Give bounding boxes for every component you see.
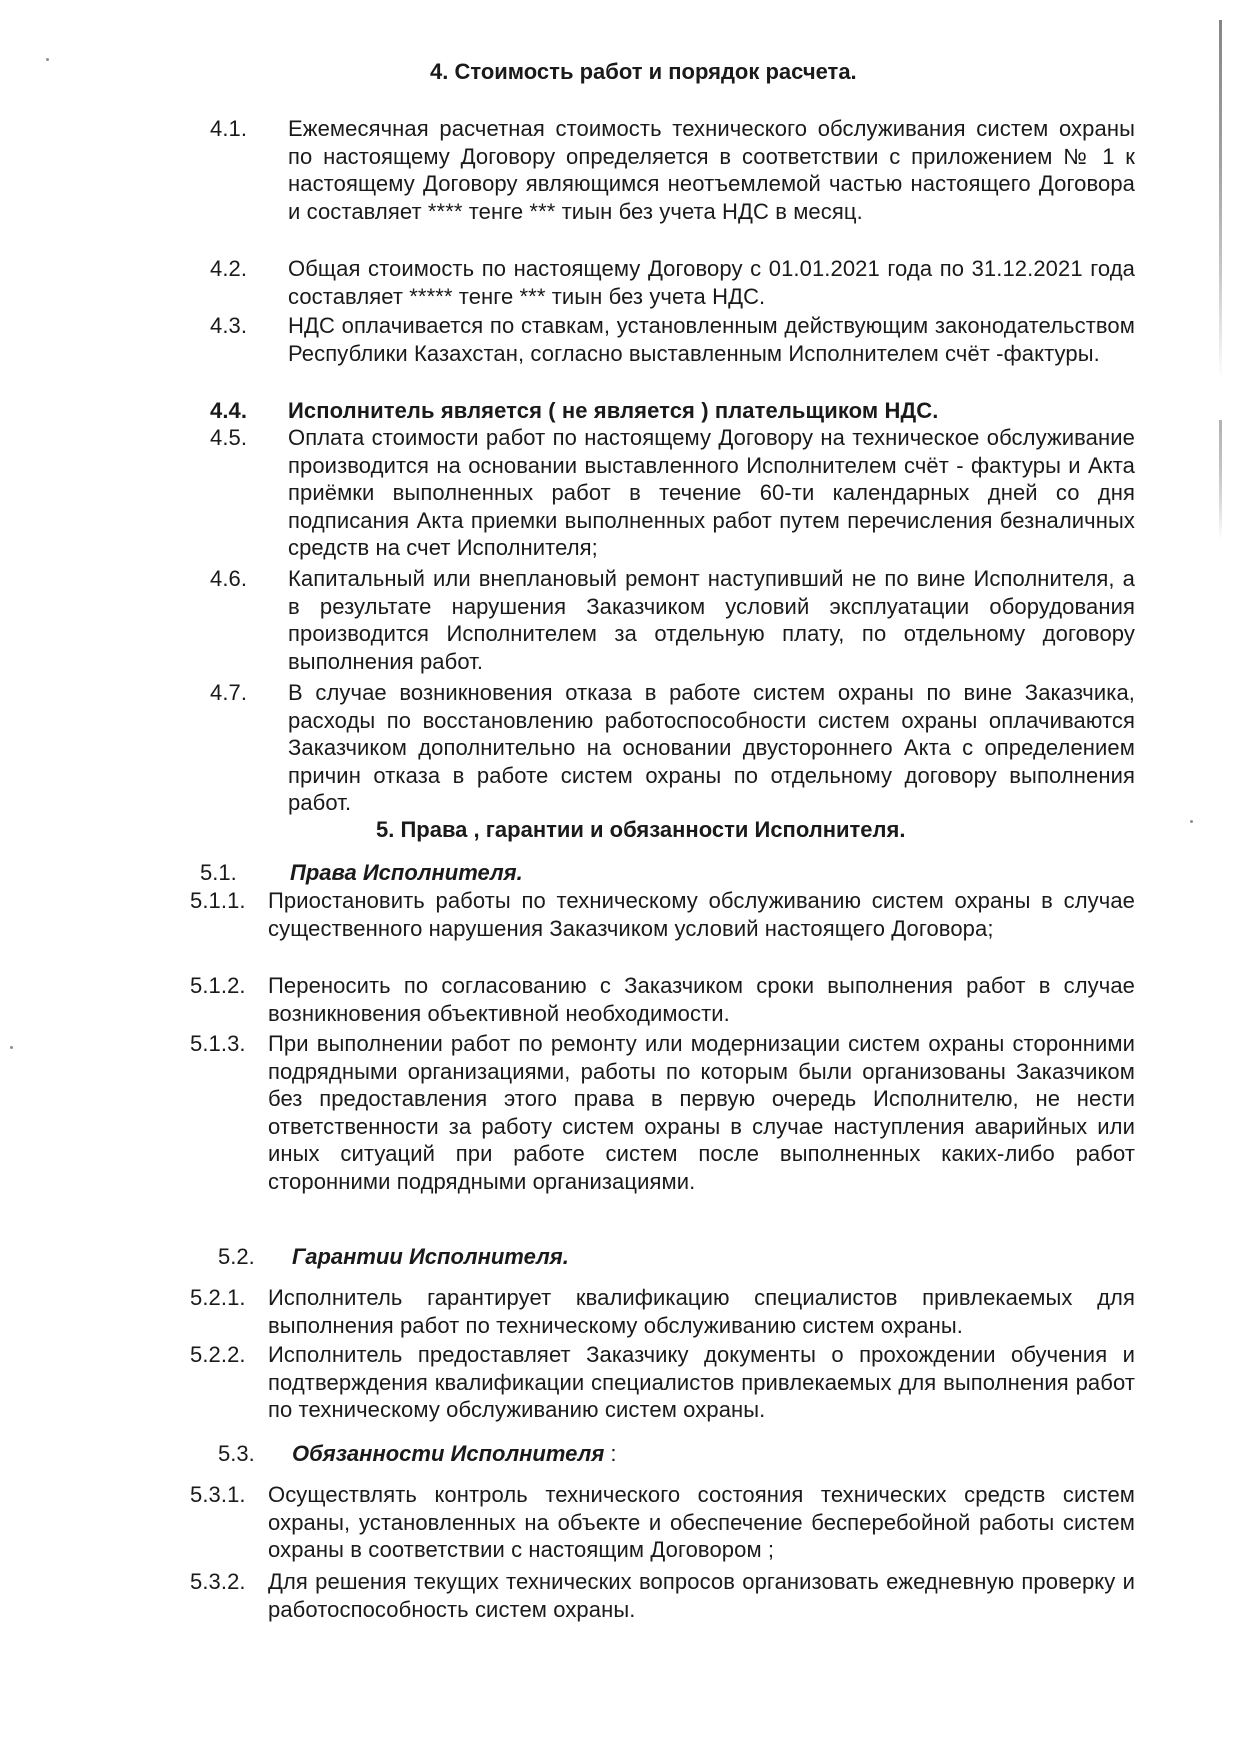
subsection-title: Права Исполнителя. xyxy=(290,860,523,885)
clause-number: 4.4. xyxy=(210,398,248,423)
subsection-number: 5.2. xyxy=(218,1244,255,1269)
subsection-title: Гарантии Исполнителя. xyxy=(292,1244,569,1269)
scan-speck xyxy=(10,1046,13,1049)
clause-text: Капитальный или внеплановый ремонт наступивший не по вине Исполнителя, а в результате нарушения Заказчиком условий эксплуатации оборудования производится Исполнителем за отдельную плату, по отдельному договору выполнения работ. xyxy=(288,566,1135,674)
clause-number: 5.1.3. xyxy=(190,1031,246,1056)
clause-text: Исполнитель предоставляет Заказчику документы о прохождении обучения и подтверждения квалификации специалистов привлекаемых для выполнения работ по техническому обслуживанию систем охраны. xyxy=(268,1342,1135,1422)
scan-edge-artifact xyxy=(1219,20,1222,380)
clause-text: Исполнитель является ( не является ) плательщиком НДС. xyxy=(288,398,939,423)
clause-number: 5.2.1. xyxy=(190,1285,246,1310)
clause-number: 5.3.2. xyxy=(190,1569,246,1594)
clause-number: 4.2. xyxy=(210,256,248,281)
clause-number: 5.1.1. xyxy=(190,888,246,913)
subsection-5-2-heading xyxy=(218,1243,1135,1271)
clause-number: 4.6. xyxy=(210,566,248,591)
clause-text: Для решения текущих технических вопросов организовать ежедневную проверку и работоспособность систем охраны. xyxy=(268,1569,1135,1622)
clause-text: НДС оплачивается по ставкам, установленным действующим законодательством Республики Казахстан, согласно выставленным Исполнителем счёт -фактуры. xyxy=(288,313,1135,366)
clause-5-3-1 xyxy=(190,1481,1135,1564)
subsection-5-3-heading xyxy=(218,1440,1135,1468)
clause-text: Оплата стоимости работ по настоящему Договору на техническое обслуживание производится на основании выставленного Исполнителем счёт - фактуры и Акта приёмки выполненных работ в течение 60-ти календарных дней со дня подписания Акта приемки выполненных работ путем перечисления безналичных средств на счет Исполнителя; xyxy=(288,425,1135,560)
clause-4-7 xyxy=(210,679,1135,817)
clause-number: 5.3.1. xyxy=(190,1482,246,1507)
clause-4-5 xyxy=(210,424,1135,562)
subsection-title xyxy=(292,1440,1135,1468)
clause-number: 5.2.2. xyxy=(190,1342,246,1367)
clause-text: Приостановить работы по техническому обслуживанию систем охраны в случае существенного нарушения Заказчиком условий настоящего Договора; xyxy=(268,888,1135,941)
subsection-number: 5.3. xyxy=(218,1441,255,1466)
clause-5-3-2 xyxy=(190,1568,1135,1623)
clause-number: 5.1.2. xyxy=(190,973,246,998)
clause-5-1-3 xyxy=(190,1030,1135,1195)
clause-number: 4.1. xyxy=(210,116,248,141)
clause-text: Ежемесячная расчетная стоимость технического обслуживания систем охраны по настоящему Договору определяется в соответствии с приложением № 1 к настоящему Договору являющимся неотъемлемой частью настоящего Договора и составляет **** тенге *** тиын без учета НДС в месяц. xyxy=(288,116,1135,224)
clause-text: Исполнитель гарантирует квалификацию специалистов привлекаемых для выполнения работ по техническому обслуживанию систем охраны. xyxy=(268,1285,1135,1338)
section-5-title: 5. Права , гарантии и обязанности Исполнителя. xyxy=(376,817,906,842)
clause-5-1-1 xyxy=(190,887,1135,942)
subsection-5-1-heading xyxy=(200,859,1135,887)
clause-4-2 xyxy=(210,255,1135,310)
subsection-title-text: Обязанности Исполнителя xyxy=(292,1441,605,1466)
clause-text: Осуществлять контроль технического состояния технических средств систем охраны, установленных на объекте и обеспечение бесперебойной работы систем охраны в соответствии с настоящим Договором ; xyxy=(268,1482,1135,1562)
clause-5-2-1 xyxy=(190,1284,1135,1339)
clause-number: 4.7. xyxy=(210,680,248,705)
section-4-title: 4. Стоимость работ и порядок расчета. xyxy=(430,59,857,84)
clause-4-4 xyxy=(210,397,1135,425)
scan-speck xyxy=(46,58,49,61)
clause-text: В случае возникновения отказа в работе систем охраны по вине Заказчика, расходы по восстановлению работоспособности систем охраны оплачиваются Заказчиком дополнительно на основании двустороннего Акта с определением причин отказа в работе систем охраны по отдельному договору выполнения работ. xyxy=(288,680,1135,815)
scan-edge-artifact xyxy=(1219,420,1222,540)
clause-5-2-2 xyxy=(190,1341,1135,1424)
clause-4-1 xyxy=(210,115,1135,225)
clause-4-3 xyxy=(210,312,1135,367)
clause-text: Переносить по согласованию с Заказчиком сроки выполнения работ в случае возникновения объективной необходимости. xyxy=(268,973,1135,1026)
clause-number: 4.3. xyxy=(210,313,248,338)
scan-speck xyxy=(1190,820,1193,823)
subsection-number: 5.1. xyxy=(200,860,237,885)
clause-4-6 xyxy=(210,565,1135,675)
subsection-title-suffix: : xyxy=(604,1441,617,1466)
clause-text: При выполнении работ по ремонту или модернизации систем охраны сторонними подрядными организациями, работы по которым были организованы Заказчиком без предоставления этого права в первую очередь Исполнителю, не нести ответственности за работу систем охраны в случае наступления аварийных или иных ситуаций при работе систем после выполненных каких-либо работ сторонними подрядными организациями. xyxy=(268,1031,1135,1194)
clause-text: Общая стоимость по настоящему Договору с 01.01.2021 года по 31.12.2021 года составляет ***** тенге *** тиын без учета НДС. xyxy=(288,256,1135,309)
clause-5-1-2 xyxy=(190,972,1135,1027)
clause-number: 4.5. xyxy=(210,425,248,450)
